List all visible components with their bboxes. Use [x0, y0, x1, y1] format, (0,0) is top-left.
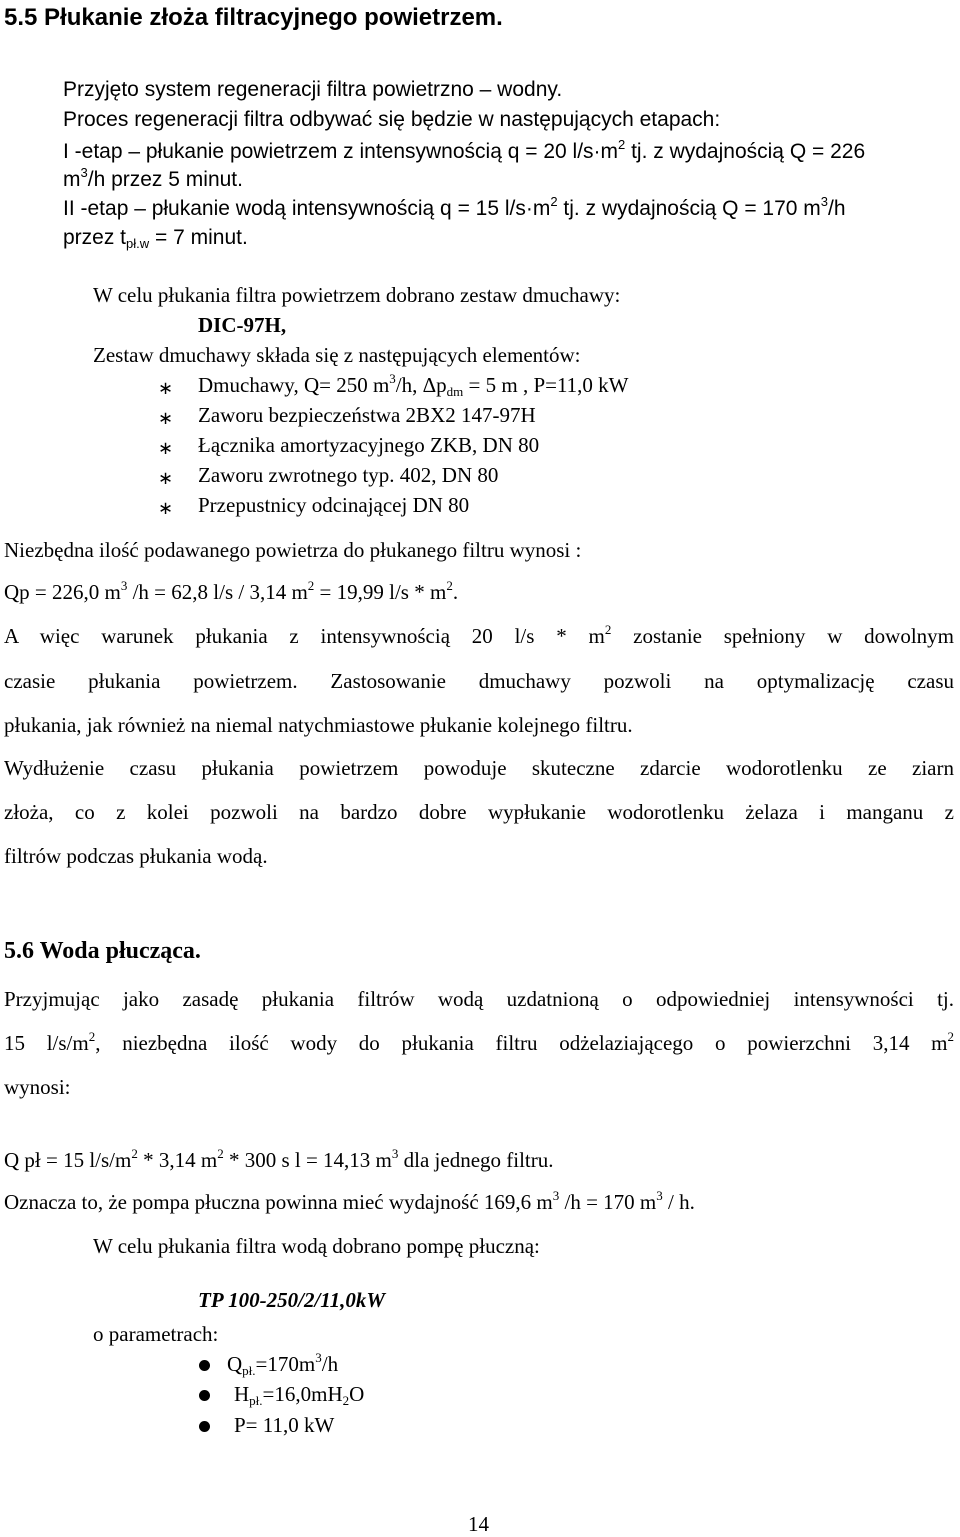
bullet-dot-icon [199, 1360, 210, 1371]
pump-selection-text: W celu płukania filtra wodą dobrano pompę płuczną: [93, 1234, 540, 1258]
page-number: 14 [468, 1512, 489, 1536]
wash-water-line-2: 15 $l/s/m^2$, niezbędna ilość wody do płukania filtru odżelaziającego o powierzchni 3,14 $m^2$ [4, 1029, 954, 1055]
blower-elements-intro: Zestaw dmuchawy składa się z następujących elementów: [93, 343, 581, 367]
blower-intro: W celu płukania filtra powietrzem dobrano zestaw dmuchawy: [93, 283, 621, 307]
intro-line-1: Przyjęto system regeneracji filtra powietrzno – wodny. [63, 78, 563, 101]
element-3: Łącznika amortyzacyjnego ZKB, DN 80 [198, 433, 540, 457]
qpl-formula: Q pł = 15 $l/s/m^2 * 3,14$ $m^2 * 300$ s l = 14,13 $m^3$ dla jednego filtru. [4, 1146, 554, 1172]
bullet-dot-icon [199, 1390, 210, 1401]
element-4: Zaworu zwrotnego typ. 402, DN 80 [198, 463, 499, 487]
pump-model: TP 100-250/2/11,0kW [198, 1288, 386, 1312]
extension-line-3: filtrów podczas płukania wodą. [4, 844, 268, 868]
blower-model: DIC-97H, [198, 313, 287, 337]
stage-1-line-cont: $m^3/h$ przez 5 minut. [63, 165, 243, 191]
section-heading-5-6: 5.6 Woda płucząca. [4, 938, 201, 964]
element-1: Dmuchawy, Q= 250 $m^3/h$, $\Delta p_{dm} = 5$ m , P=11,0 kW [198, 371, 629, 399]
condition-line-3: płukania, jak również na niemal natychmiastowe płukanie kolejnego filtru. [4, 713, 633, 737]
element-2: Zaworu bezpieczeństwa 2BX2 147-97H [198, 403, 536, 427]
element-5: Przepustnicy odcinającej DN 80 [198, 493, 470, 517]
section-heading-5-5: 5.5 Płukanie złoża filtracyjnego powietrzem. [4, 4, 503, 31]
bullet-star-icon: ∗ [158, 498, 174, 518]
bullet-star-icon: ∗ [158, 438, 174, 458]
parameters-label: o parametrach: [93, 1322, 219, 1346]
param-head: $H_{pł.}=16,0mH_2O$ [234, 1382, 365, 1408]
required-air-text: Niezbędna ilość podawanego powietrza do płukanego filtru wynosi : [4, 538, 582, 562]
param-power: P= 11,0 kW [234, 1413, 335, 1437]
pump-capacity-text: Oznacza to, że pompa płuczna powinna mieć wydajność 169,6 $m^3$ /h = 170 $m^3$ / h. [4, 1188, 695, 1214]
bullet-star-icon: ∗ [158, 378, 174, 398]
bullet-star-icon: ∗ [158, 468, 174, 488]
qp-formula: Qp = 226,0 $m^3$ /h = 62,8 l/s / 3,14 $m^2 = 19,99$ $l/s * m^2$. [4, 578, 459, 604]
stage-2-line: II -etap – płukanie wodą intensywnością q = 15 $l/s\cdot m^2$ tj. z wydajnością Q = 170 $m^3/h$ [63, 194, 846, 220]
stage-2-line-cont: przez $t_{pł.w} = 7$ minut. [63, 226, 248, 251]
wash-water-line-1: Przyjmując jako zasadę płukania filtrów wodą uzdatnioną o odpowiedniej intensywności tj. [4, 987, 954, 1011]
condition-line-1: A więc warunek płukania z intensywnością 20 $l/s * m^2$ zostanie spełniony w dowolnym [4, 622, 955, 648]
condition-line-2: czasie płukania powietrzem. Zastosowanie dmuchawy pozwoli na optymalizację czasu [4, 669, 954, 693]
param-flow: $Q_{pł.}=170m^3/h$ [227, 1350, 339, 1378]
bullet-dot-icon [199, 1421, 210, 1432]
extension-line-2: złoża, co z kolei pozwoli na bardzo dobre wypłukanie wodorotlenku żelaza i manganu z [4, 800, 954, 824]
intro-line-2: Proces regeneracji filtra odbywać się będzie w następujących etapach: [63, 108, 721, 131]
stage-1-line: I -etap – płukanie powietrzem z intensywnością q = 20 $l/s\cdot m^2$ tj. z wydajnością Q = 226 [63, 137, 866, 163]
bullet-star-icon: ∗ [158, 408, 174, 428]
extension-line-1: Wydłużenie czasu płukania powietrzem powoduje skuteczne zdarcie wodorotlenku ze ziarn [4, 756, 954, 780]
wash-water-line-3: wynosi: [4, 1075, 71, 1099]
